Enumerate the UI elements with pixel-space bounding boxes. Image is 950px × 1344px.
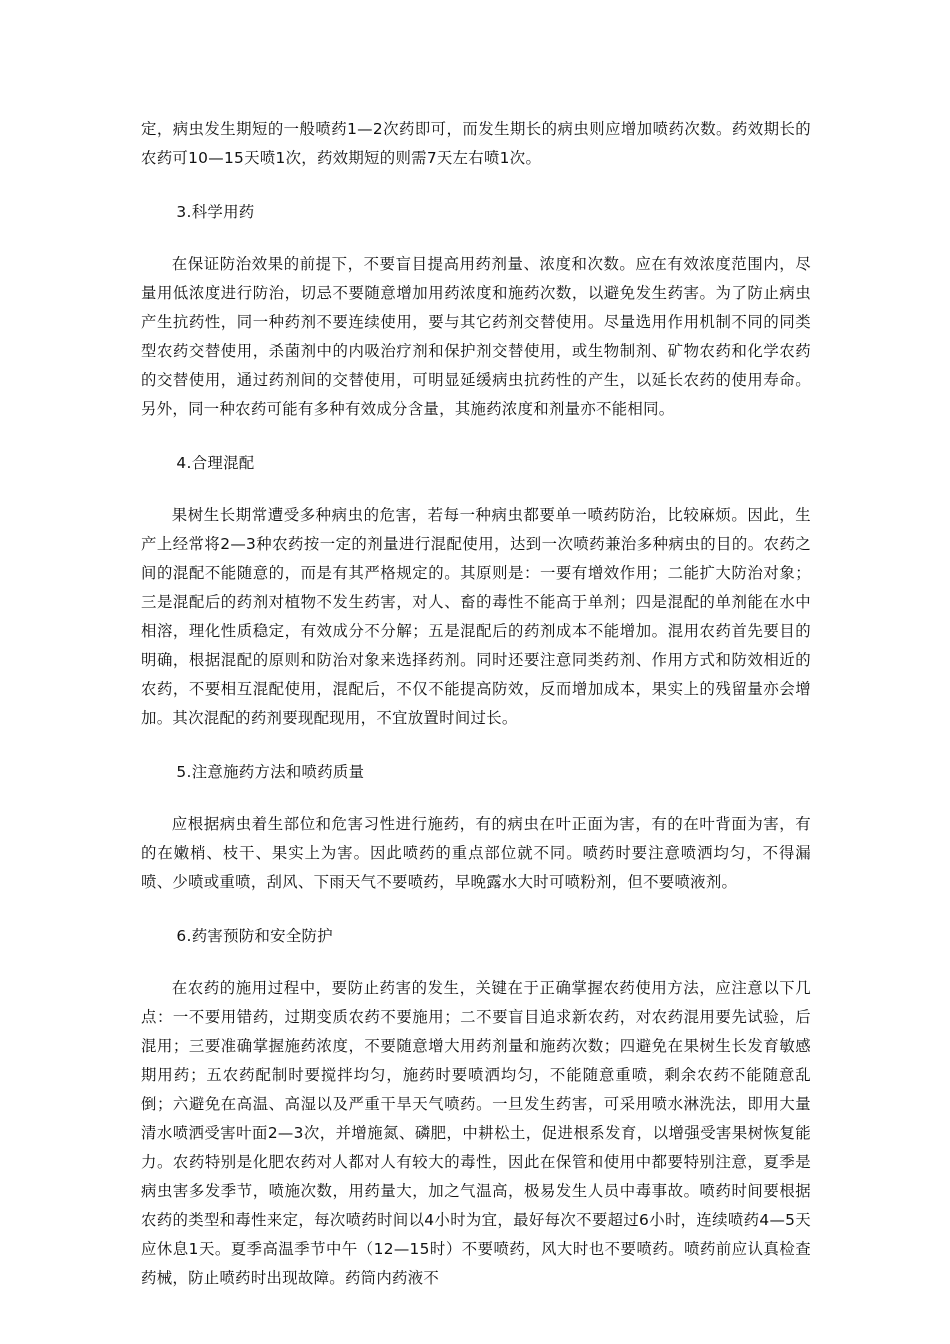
spacer [141, 173, 811, 198]
spacer [141, 787, 811, 810]
section-heading-3: 3.科学用药 [176, 203, 255, 221]
section-heading-5: 5.注意施药方法和喷药质量 [176, 763, 365, 781]
spacer [141, 897, 811, 922]
spacer [141, 733, 811, 758]
paragraph-mixing: 果树生长期常遭受多种病虫的危害，若每一种病虫都要单一喷药防治，比较麻烦。因此，生产上经常将2—3种农药按一定的剂量进行混配使用，达到一次喷药兼治多种病虫的目的。农药之间的混配不能随意的，而是有其严格规定的。其原则是：一要有增效作用；二能扩大防治对象；三是混配后的药剂对植物不发生药害，对人、畜的毒性不能高于单剂；四是混配的单剂能在水中相溶，理化性质稳定，有效成分不分解；五是混配后的药剂成本不能增加。混用农药首先要目的明确，根据混配的原则和防治对象来选择药剂。同时还要注意同类药剂、作用方式和防效相近的农药，不要相互混配使用，混配后，不仅不能提高防效，反而增加成本，果实上的残留量亦会增加。其次混配的药剂要现配现用，不宜放置时间过长。 [141, 506, 811, 727]
paragraph-spray-method: 应根据病虫着生部位和危害习性进行施药，有的病虫在叶正面为害，有的在叶背面为害，有的在嫩梢、枝干、果实上为害。因此喷药的重点部位就不同。喷药时要注意喷洒均匀，不得漏喷、少喷或重喷，刮风、下雨天气不要喷药，早晚露水大时可喷粉剂，但不要喷液剂。 [141, 815, 811, 891]
paragraph-continued: 定，病虫发生期短的一般喷药1—2次药即可，而发生期长的病虫则应增加喷药次数。药效期长的农药可10—15天喷1次，药效期短的则需7天左右喷1次。 [141, 120, 811, 167]
spacer [141, 951, 811, 974]
paragraph-scientific-use: 在保证防治效果的前提下，不要盲目提高用药剂量、浓度和次数。应在有效浓度范围内，尽量用低浓度进行防治，切忌不要随意增加用药浓度和施药次数，以避免发生药害。为了防止病虫产生抗药性，同一种药剂不要连续使用，要与其它药剂交替使用。尽量选用作用机制不同的同类型农药交替使用，杀菌剂中的内吸治疗剂和保护剂交替使用，或生物制剂、矿物农药和化学农药的交替使用，通过药剂间的交替使用，可明显延缓病虫抗药性的产生，以延长农药的使用寿命。另外，同一种农药可能有多种有效成分含量，其施药浓度和剂量亦不能相同。 [141, 255, 811, 418]
section-heading-4: 4.合理混配 [176, 454, 255, 472]
section-heading-6: 6.药害预防和安全防护 [176, 927, 333, 945]
spacer [141, 227, 811, 250]
spacer [141, 424, 811, 449]
paragraph-safety: 在农药的施用过程中，要防止药害的发生，关键在于正确掌握农药使用方法，应注意以下几点：一不要用错药，过期变质农药不要施用；二不要盲目追求新农药，对农药混用要先试验，后混用；三要准确掌握施药浓度，不要随意增大用药剂量和施药次数；四避免在果树生长发育敏感期用药；五农药配制时要搅拌均匀，施药时要喷洒均匀，不能随意重喷，剩余农药不能随意乱倒；六避免在高温、高湿以及严重干旱天气喷药。一旦发生药害，可采用喷水淋洗法，即用大量清水喷洒受害叶面2—3次，并增施氮、磷肥，中耕松土，促进根系发育，以增强受害果树恢复能力。农药特别是化肥农药对人都对人有较大的毒性，因此在保管和使用中都要特别注意，夏季是病虫害多发季节，喷施次数，用药量大，加之气温高，极易发生人员中毒事故。喷药时间要根据农药的类型和毒性来定，每次喷药时间以4小时为宜，最好每次不要超过6小时，连续喷药4—5天应休息1天。夏季高温季节中午（12—15时）不要喷药，风大时也不要喷药。喷药前应认真检查药械，防止喷药时出现故障。药筒内药液不 [141, 979, 811, 1287]
spacer [141, 478, 811, 501]
document-body [141, 115, 811, 1293]
